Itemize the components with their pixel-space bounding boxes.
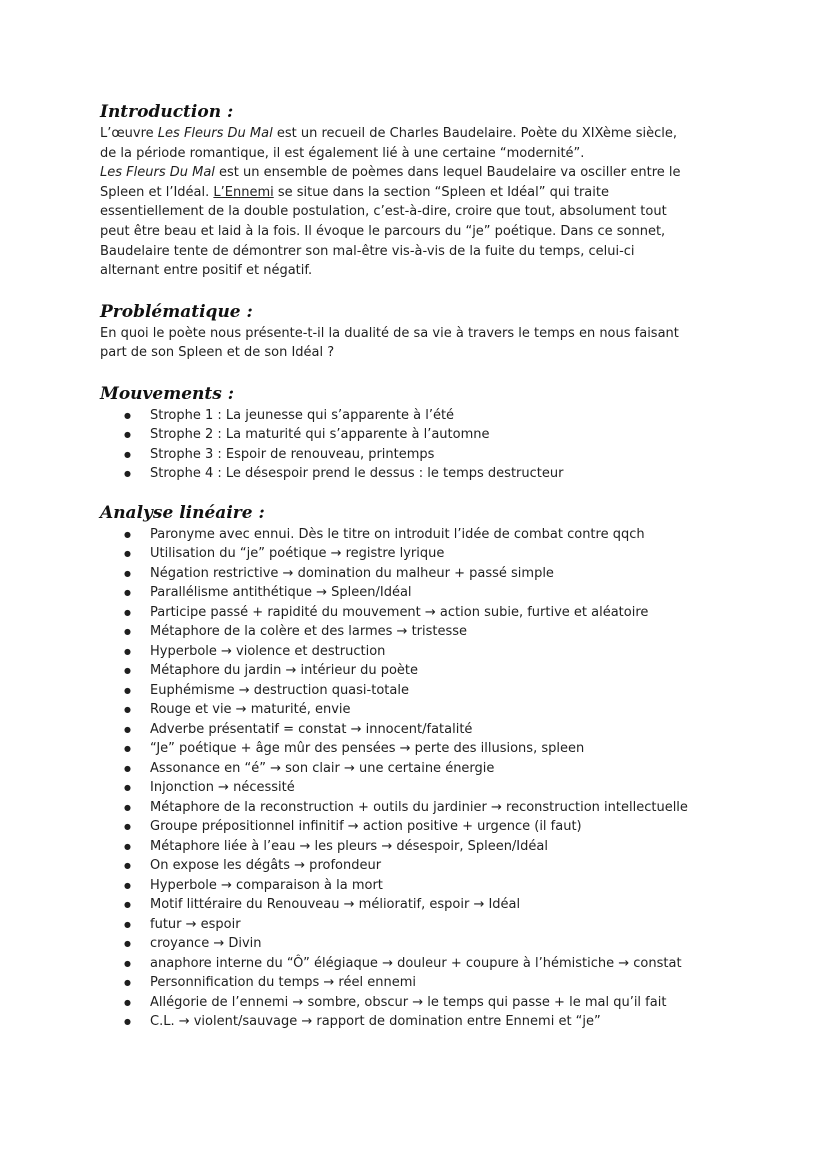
intro-line-1 [100, 124, 725, 144]
list-item: ● Motif littéraire du Renouveau → mélioratif, espoir → Idéal [100, 895, 725, 915]
list-item: ● Allégorie de l’ennemi → sombre, obscur → le temps qui passe + le mal qu’il fait [100, 993, 725, 1013]
list-item: ● Strophe 1 : La jeunesse qui s’apparente à l’été [100, 406, 725, 426]
intro-line-8: alternant entre positif et négatif. [100, 263, 313, 279]
list-item: ● Strophe 4 : Le désespoir prend le dessus : le temps destructeur [100, 464, 725, 484]
intro-text: Spleen et l’Idéal. [100, 184, 214, 200]
list-item: ● Parallélisme antithétique → Spleen/Idéal [100, 583, 725, 603]
list-item: ● “Je” poétique + âge mûr des pensées → perte des illusions, spleen [100, 739, 725, 759]
problematique-paragraph [100, 324, 725, 363]
list-item: ● Métaphore du jardin → intérieur du poète [100, 661, 725, 681]
work-title: Les Fleurs Du Mal [157, 126, 273, 141]
list-item: ● Euphémisme → destruction quasi-totale [100, 681, 725, 701]
document-content [100, 100, 725, 1032]
list-item: ● Métaphore de la reconstruction + outils du jardinier → reconstruction intellectuelle [100, 798, 725, 818]
mouvements-heading: Mouvements : [100, 383, 234, 404]
intro-text: L’œuvre [100, 126, 158, 141]
list-item: ● Rouge et vie → maturité, envie [100, 700, 725, 720]
list-item: ● Injonction → nécessité [100, 778, 725, 798]
list-item: ● Métaphore de la colère et des larmes → tristesse [100, 622, 725, 642]
problematique-line-1: En quoi le poète nous présente-t-il la dualité de sa vie à travers le temps en nous faisant [100, 325, 679, 341]
list-item: ● Paronyme avec ennui. Dès le titre on introduit l’idée de combat contre qqch [100, 525, 725, 545]
list-item: ● croyance → Divin [100, 934, 725, 954]
intro-text: est un recueil de Charles Baudelaire. Poète du XIXème siècle, [272, 126, 677, 141]
list-item: ● Groupe prépositionnel infinitif → action positive + urgence (il faut) [100, 817, 725, 837]
intro-text: se situe dans la section “Spleen et Idéal” qui traite [273, 184, 609, 200]
work-title: Les Fleurs Du Mal [100, 165, 215, 181]
list-item: ● Métaphore liée à l’eau → les pleurs → désespoir, Spleen/Idéal [100, 837, 725, 857]
list-item: ● C.L. → violent/sauvage → rapport de domination entre Ennemi et “je” [100, 1012, 725, 1032]
intro-text: est un ensemble de poèmes dans lequel Baudelaire va osciller entre le [214, 165, 681, 181]
list-item: ● Utilisation du “je” poétique → registre lyrique [100, 544, 725, 564]
intro-line-4 [100, 183, 725, 203]
intro-line-7: Baudelaire tente de démontrer son mal-être vis-à-vis de la fuite du temps, celui-ci [100, 243, 635, 259]
intro-line-2: de la période romantique, il est également lié à une certaine “modernité”. [100, 145, 585, 161]
analyse-heading: Analyse linéaire : [100, 502, 265, 523]
list-item: ● Strophe 3 : Espoir de renouveau, printemps [100, 445, 725, 465]
list-item: ● Négation restrictive → domination du malheur + passé simple [100, 564, 725, 584]
intro-line-5: essentiellement de la double postulation, c’est-à-dire, croire que tout, absolument tout [100, 204, 667, 220]
problematique-heading: Problématique : [100, 301, 253, 322]
analyse-list [100, 525, 725, 1032]
introduction-paragraph [100, 124, 725, 281]
list-item: ● futur → espoir [100, 915, 725, 935]
list-item: ● Strophe 2 : La maturité qui s’apparente à l’automne [100, 425, 725, 445]
list-item: ● Hyperbole → violence et destruction [100, 642, 725, 662]
intro-line-3 [100, 163, 725, 183]
list-item: ● Assonance en “é” → son clair → une certaine énergie [100, 759, 725, 779]
list-item: ● Adverbe présentatif = constat → innocent/fatalité [100, 720, 725, 740]
list-item: ● Personnification du temps → réel ennemi [100, 973, 725, 993]
poem-title: L’Ennemi [213, 184, 274, 200]
list-item: ● On expose les dégâts → profondeur [100, 856, 725, 876]
introduction-heading: Introduction : [100, 102, 234, 122]
problematique-line-2: part de son Spleen et de son Idéal ? [100, 345, 335, 361]
list-item: ● anaphore interne du “Ô” élégiaque → douleur + coupure à l’hémistiche → constat [100, 954, 725, 974]
intro-line-6: peut être beau et laid à la fois. Il évoque le parcours du “je” poétique. Dans ce sonnet, [100, 223, 666, 239]
list-item: ● Hyperbole → comparaison à la mort [100, 876, 725, 896]
mouvements-list [100, 406, 725, 484]
list-item: ● Participe passé + rapidité du mouvement → action subie, furtive et aléatoire [100, 603, 725, 623]
